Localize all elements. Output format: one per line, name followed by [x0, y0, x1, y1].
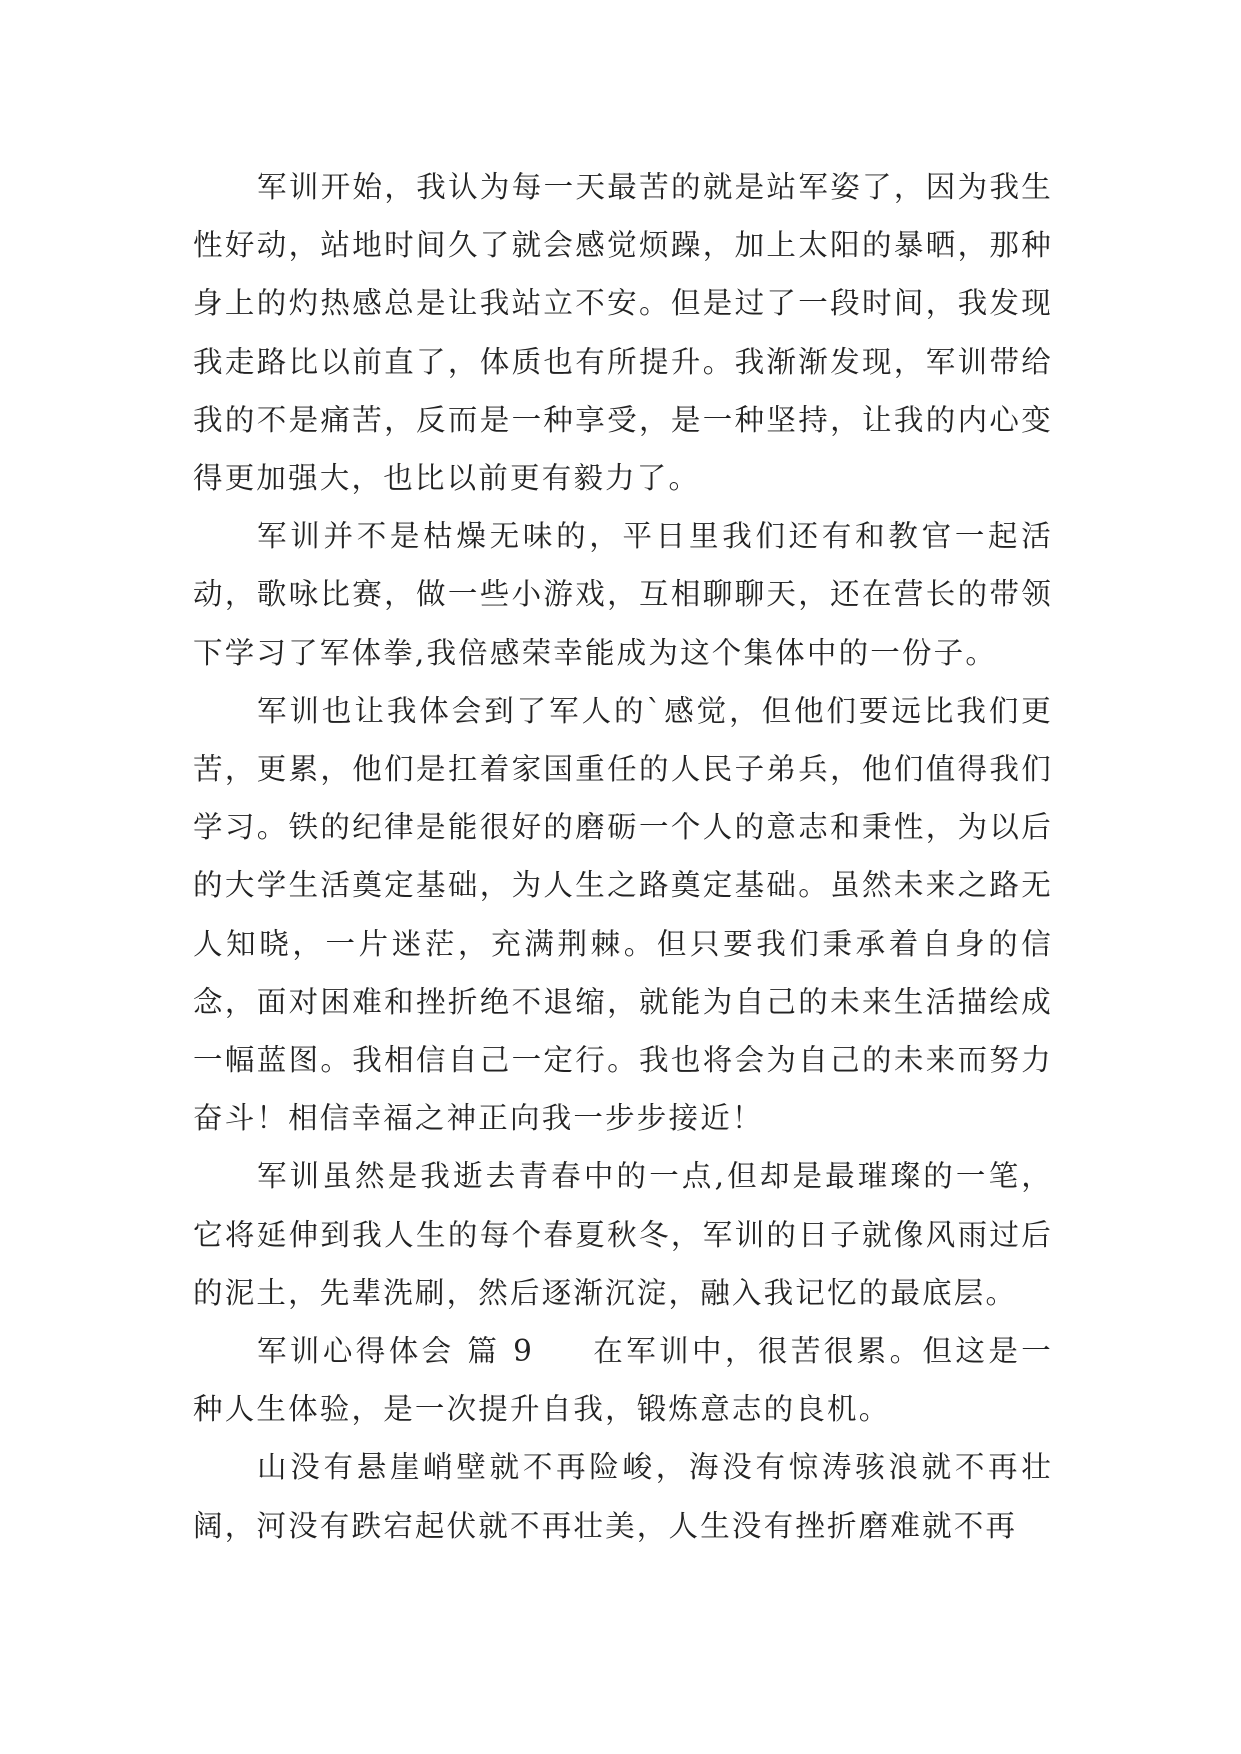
paragraph-1: 军训开始，我认为每一天最苦的就是站军姿了，因为我生性好动，站地时间久了就会感觉烦躁，加上太阳的暴晒，那种身上的灼热感总是让我站立不安。但是过了一段时间，我发现我走路比以前直了，体质也有所提升。我渐渐发现，军训带给我的不是痛苦，反而是一种享受，是一种坚持，让我的内心变得更加强大，也比以前更有毅力了。	[193, 170, 1053, 496]
paragraph-4: 军训虽然是我逝去青春中的一点,但却是最璀璨的一笔，它将延伸到我人生的每个春夏秋冬，军训的日子就像风雨过后的泥土，先辈洗刷，然后逐渐沉淀，融入我记忆的最底层。	[193, 1159, 1053, 1310]
paragraph-6: 山没有悬崖峭壁就不再险峻，海没有惊涛骇浪就不再壮阔，河没有跌宕起伏就不再壮美，人生没有挫折磨难就不再	[193, 1450, 1053, 1543]
document-body	[193, 158, 1053, 1555]
paragraph-2: 军训并不是枯燥无味的，平日里我们还有和教官一起活动，歌咏比赛，做一些小游戏，互相聊聊天，还在营长的带领下学习了军体拳,我倍感荣幸能成为这个集体中的一份子。	[193, 519, 1053, 670]
paragraph-5	[193, 1322, 1053, 1438]
paragraph-3: 军训也让我体会到了军人的`感觉，但他们要远比我们更苦，更累，他们是扛着家国重任的人民子弟兵，他们值得我们学习。铁的纪律是能很好的磨砺一个人的意志和秉性，为以后的大学生活奠定基础，为人生之路奠定基础。虽然未来之路无人知晓，一片迷茫，充满荆棘。但只要我们秉承着自身的信念，面对困难和挫折绝不退缩，就能为自己的未来生活描绘成一幅蓝图。我相信自己一定行。我也将会为自己的未来而努力奋斗！相信幸福之神正向我一步步接近！	[193, 693, 1053, 1136]
paragraph-5-text: 在军训中，很苦很累。但这是一种人生体验，是一次提升自我，锻炼意志的良机。	[193, 1334, 1053, 1427]
section-label: 军训心得体会 篇 9	[257, 1334, 535, 1369]
